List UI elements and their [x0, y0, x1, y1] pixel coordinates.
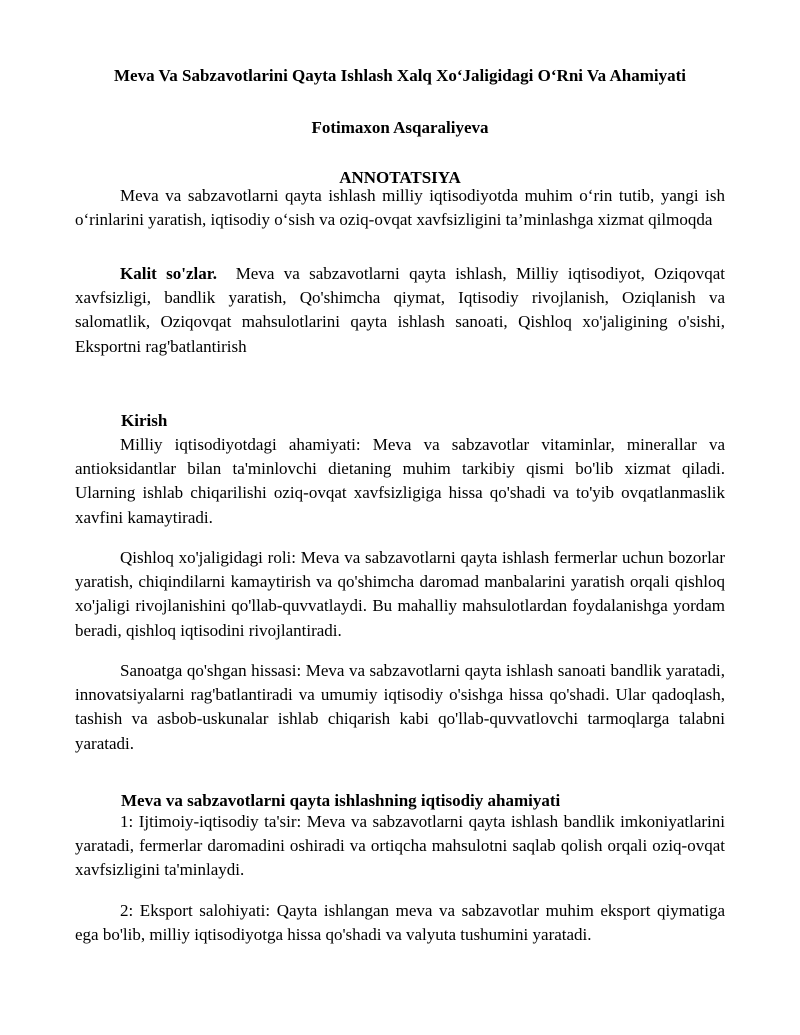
keywords-paragraph: [75, 262, 725, 359]
author-name: Fotimaxon Asqaraliyeva: [311, 118, 489, 137]
paper-title: Meva Va Sabzavotlarini Qayta Ishlash Xalq Xo‘Jaligidagi O‘Rni Va Ahamiyati: [114, 66, 686, 85]
keywords-text: Meva va sabzavotlarni qayta ishlash, Milliy iqtisodiyot, Oziqovqat xavfsizligi, bandlik yaratish, Qo'shimcha qiymat, Iqtisodiy rivojlanish, Oziqlanish va salomatlik, Oziqovqat mahsulotlarini qayta ishlash sanoati, Qishloq xo'jaligining o'sishi, Eksportni rag'batlantirish: [75, 264, 725, 356]
economic-paragraph-2: 2: Eksport salohiyati: Qayta ishlangan meva va sabzavotlar muhim eksport qiymatiga ega bo'lib, milliy iqtisodiyotga hissa qo'shadi va valyuta tushumini yaratadi.: [75, 901, 725, 945]
annotation-text: Meva va sabzavotlarni qayta ishlash milliy iqtisodiyotda muhim o‘rin tutib, yangi ish o‘rinlarini yaratish, iqtisodiy o‘sish va oziq-ovqat xavfsizligini ta’minlashga xizmat qilmoqda: [75, 186, 725, 230]
annotation-heading: ANNOTATSIYA: [339, 168, 461, 187]
economic-paragraph-1: 1: Ijtimoiy-iqtisodiy ta'sir: Meva va sabzavotlarni qayta ishlash bandlik imkoniyatlarini yaratadi, fermerlar daromadini oshiradi va ortiqcha mahsulotni saqlab qolish orqali oziq-ovqat xavfsizligini ta'minlaydi.: [75, 812, 725, 880]
economic-heading: Meva va sabzavotlarni qayta ishlashning iqtisodiy ahamiyati: [121, 791, 561, 810]
intro-paragraph-3: Sanoatga qo'shgan hissasi: Meva va sabzavotlarni qayta ishlash sanoati bandlik yaratadi, innovatsiyalarni rag'batlantiradi va umumiy iqtisodiy o'sishga hissa qo'shadi. Ular qadoqlash, tashish va asbob-uskunalar ishlab chiqarish kabi qo'llab-quvvatlovchi tarmoqlarga talabni yaratadi.: [75, 661, 725, 753]
keywords-label: Kalit so'zlar.: [120, 264, 218, 283]
intro-paragraph-2: Qishloq xo'jaligidagi roli: Meva va sabzavotlarni qayta ishlash fermerlar uchun bozorlar yaratish, chiqindilarni kamaytirish va qo'shimcha daromad manbalarini yaratish orqali qishloq xo'jaligi rivojlanishini qo'llab-quvvatlaydi. Bu mahalliy mahsulotlardan foydalanishga yordam beradi, qishloq iqtisodini rivojlantiradi.: [75, 548, 725, 640]
intro-heading: Kirish: [121, 411, 168, 430]
intro-paragraph-1: Milliy iqtisodiyotdagi ahamiyati: Meva va sabzavotlar vitaminlar, minerallar va antioksidantlar bilan ta'minlovchi dietaning muhim tarkibiy qismi bo'lib xizmat qiladi. Ularning ishlab chiqarilishi oziq-ovqat xavfsizligiga hissa qo'shadi va to'yib ovqatlanmaslik xavfini kamaytiradi.: [75, 435, 725, 527]
